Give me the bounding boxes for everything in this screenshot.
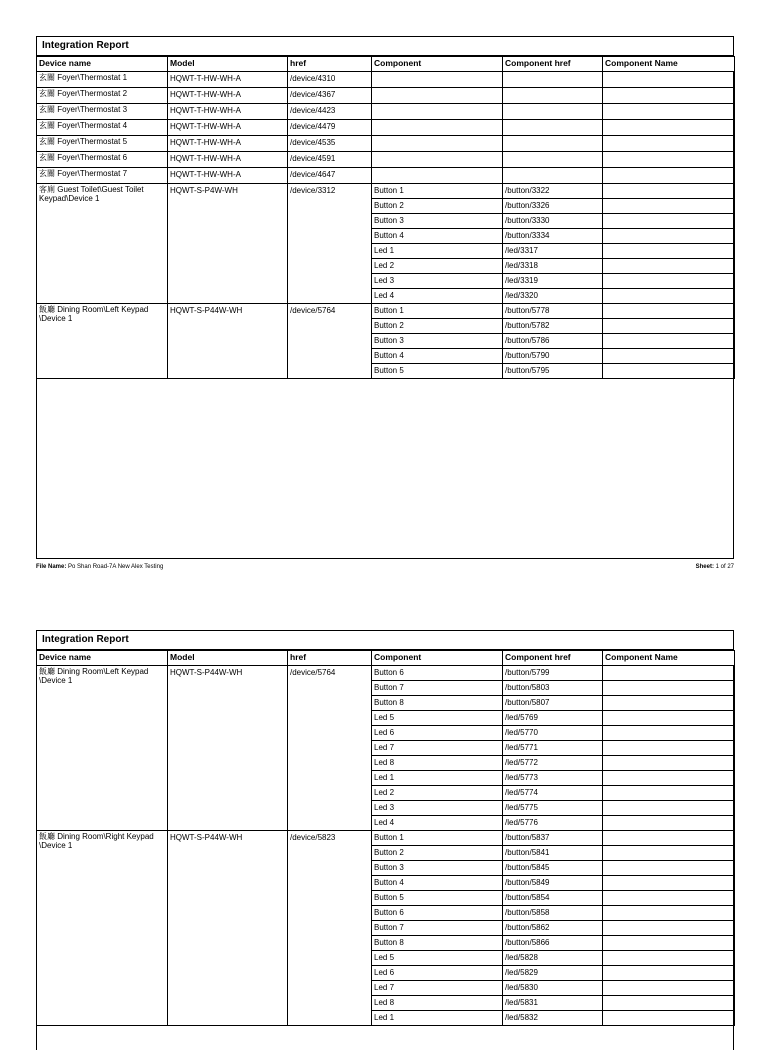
component-name-cell — [603, 88, 735, 104]
model-cell: HQWT-T-HW-WH-A — [168, 168, 288, 184]
component-href-cell — [503, 168, 603, 184]
report-title: Integration Report — [37, 631, 733, 650]
column-header-component-href: Component href — [503, 57, 603, 72]
table-row — [37, 831, 735, 846]
component-href-cell — [503, 136, 603, 152]
component-href-cell: /button/3330 — [503, 214, 603, 229]
component-href-cell: /led/5771 — [503, 741, 603, 756]
table-row — [37, 136, 735, 152]
component-cell: Button 8 — [372, 936, 503, 951]
component-cell: Button 3 — [372, 861, 503, 876]
component-href-cell: /button/5862 — [503, 921, 603, 936]
component-name-cell — [603, 681, 735, 696]
component-name-cell — [603, 274, 735, 289]
column-header-component-href: Component href — [503, 651, 603, 666]
component-cell: Button 5 — [372, 364, 503, 379]
component-cell: Button 4 — [372, 349, 503, 364]
component-name-cell — [603, 981, 735, 996]
component-cell: Led 7 — [372, 741, 503, 756]
device-name-cell: 玄關 Foyer\Thermostat 2 — [37, 88, 168, 104]
component-cell: Led 8 — [372, 996, 503, 1011]
column-header-component: Component — [372, 651, 503, 666]
model-cell: HQWT-S-P44W-WH — [168, 304, 288, 379]
component-cell: Button 6 — [372, 666, 503, 681]
component-href-cell: /led/5830 — [503, 981, 603, 996]
device-name-cell: 客廁 Guest Toilet\Guest Toilet Keypad\Device 1 — [37, 184, 168, 304]
component-cell: Led 8 — [372, 756, 503, 771]
component-name-cell — [603, 801, 735, 816]
component-href-cell — [503, 88, 603, 104]
component-cell — [372, 88, 503, 104]
model-cell: HQWT-T-HW-WH-A — [168, 120, 288, 136]
component-cell: Button 1 — [372, 831, 503, 846]
component-href-cell: /led/5832 — [503, 1011, 603, 1026]
device-href-cell: /device/4367 — [288, 88, 372, 104]
column-header-href: href — [288, 57, 372, 72]
table-row — [37, 120, 735, 136]
component-cell: Button 6 — [372, 906, 503, 921]
component-href-cell: /led/5829 — [503, 966, 603, 981]
component-href-cell — [503, 120, 603, 136]
device-href-cell: /device/4479 — [288, 120, 372, 136]
component-href-cell: /button/5782 — [503, 319, 603, 334]
component-cell: Button 1 — [372, 304, 503, 319]
component-href-cell: /led/5774 — [503, 786, 603, 801]
component-cell: Led 2 — [372, 259, 503, 274]
component-name-cell — [603, 120, 735, 136]
device-href-cell: /device/4591 — [288, 152, 372, 168]
component-href-cell: /button/5858 — [503, 906, 603, 921]
component-href-cell: /button/5841 — [503, 846, 603, 861]
component-href-cell: /button/5837 — [503, 831, 603, 846]
component-name-cell — [603, 741, 735, 756]
component-cell: Led 3 — [372, 801, 503, 816]
component-href-cell: /button/5778 — [503, 304, 603, 319]
sheet-value: 1 of 27 — [715, 564, 734, 570]
component-name-cell — [603, 184, 735, 199]
component-name-cell — [603, 756, 735, 771]
component-href-cell: /button/5849 — [503, 876, 603, 891]
report-sheet-1 — [36, 36, 734, 559]
table-header-row — [37, 651, 735, 666]
component-href-cell: /button/5807 — [503, 696, 603, 711]
component-name-cell — [603, 334, 735, 349]
component-name-cell — [603, 72, 735, 88]
component-name-cell — [603, 152, 735, 168]
table-row — [37, 72, 735, 88]
column-header-device-name: Device name — [37, 651, 168, 666]
component-href-cell: /led/3318 — [503, 259, 603, 274]
component-name-cell — [603, 861, 735, 876]
table-row — [37, 666, 735, 681]
component-cell: Led 3 — [372, 274, 503, 289]
component-cell: Button 7 — [372, 681, 503, 696]
component-cell — [372, 104, 503, 120]
table-row — [37, 104, 735, 120]
component-name-cell — [603, 136, 735, 152]
component-cell — [372, 136, 503, 152]
model-cell: HQWT-T-HW-WH-A — [168, 152, 288, 168]
component-name-cell — [603, 1011, 735, 1026]
component-href-cell — [503, 72, 603, 88]
component-cell: Button 3 — [372, 334, 503, 349]
component-name-cell — [603, 229, 735, 244]
component-cell: Led 1 — [372, 244, 503, 259]
file-name-label: File Name: — [36, 564, 67, 570]
device-name-cell: 飯廳 Dining Room\Left Keypad \Device 1 — [37, 304, 168, 379]
model-cell: HQWT-T-HW-WH-A — [168, 104, 288, 120]
component-cell: Button 1 — [372, 184, 503, 199]
column-header-model: Model — [168, 651, 288, 666]
component-name-cell — [603, 289, 735, 304]
file-name-value: Po Shan Road-7A New Alex Testing — [68, 564, 164, 570]
component-name-cell — [603, 996, 735, 1011]
component-href-cell: /button/5854 — [503, 891, 603, 906]
component-cell: Led 4 — [372, 289, 503, 304]
component-cell — [372, 168, 503, 184]
component-href-cell: /led/3319 — [503, 274, 603, 289]
table-row — [37, 184, 735, 199]
component-href-cell: /button/3322 — [503, 184, 603, 199]
component-href-cell: /button/3334 — [503, 229, 603, 244]
component-cell: Button 5 — [372, 891, 503, 906]
device-name-cell: 玄關 Foyer\Thermostat 6 — [37, 152, 168, 168]
model-cell: HQWT-S-P44W-WH — [168, 831, 288, 1026]
component-cell — [372, 72, 503, 88]
component-name-cell — [603, 244, 735, 259]
component-href-cell: /button/5795 — [503, 364, 603, 379]
table-header-row — [37, 57, 735, 72]
component-name-cell — [603, 771, 735, 786]
component-href-cell: /button/5845 — [503, 861, 603, 876]
device-href-cell: /device/4310 — [288, 72, 372, 88]
column-header-href: href — [288, 651, 372, 666]
component-name-cell — [603, 846, 735, 861]
component-name-cell — [603, 349, 735, 364]
integration-table — [36, 56, 735, 379]
component-href-cell — [503, 152, 603, 168]
component-name-cell — [603, 214, 735, 229]
component-cell: Button 4 — [372, 876, 503, 891]
component-name-cell — [603, 936, 735, 951]
component-name-cell — [603, 104, 735, 120]
component-cell: Button 3 — [372, 214, 503, 229]
component-href-cell: /led/3320 — [503, 289, 603, 304]
component-href-cell: /led/5770 — [503, 726, 603, 741]
component-name-cell — [603, 199, 735, 214]
device-name-cell: 飯廳 Dining Room\Left Keypad \Device 1 — [37, 666, 168, 831]
component-name-cell — [603, 831, 735, 846]
component-href-cell: /button/5803 — [503, 681, 603, 696]
component-name-cell — [603, 816, 735, 831]
component-href-cell: /led/3317 — [503, 244, 603, 259]
model-cell: HQWT-T-HW-WH-A — [168, 72, 288, 88]
component-cell: Led 2 — [372, 786, 503, 801]
column-header-device-name: Device name — [37, 57, 168, 72]
component-cell: Button 7 — [372, 921, 503, 936]
component-name-cell — [603, 786, 735, 801]
component-href-cell: /led/5776 — [503, 816, 603, 831]
component-name-cell — [603, 921, 735, 936]
component-cell: Led 6 — [372, 966, 503, 981]
component-href-cell: /button/5786 — [503, 334, 603, 349]
component-cell: Button 2 — [372, 199, 503, 214]
component-href-cell: /led/5775 — [503, 801, 603, 816]
component-cell: Led 1 — [372, 771, 503, 786]
integration-table — [36, 650, 735, 1026]
component-cell: Led 7 — [372, 981, 503, 996]
component-cell: Led 4 — [372, 816, 503, 831]
component-cell — [372, 152, 503, 168]
device-href-cell: /device/4647 — [288, 168, 372, 184]
component-name-cell — [603, 364, 735, 379]
model-cell: HQWT-S-P44W-WH — [168, 666, 288, 831]
column-header-component-name: Component Name — [603, 651, 735, 666]
component-name-cell — [603, 891, 735, 906]
file-name-footer — [36, 564, 163, 570]
device-href-cell: /device/5764 — [288, 666, 372, 831]
column-header-component: Component — [372, 57, 503, 72]
sheet-number-footer — [696, 564, 734, 570]
component-name-cell — [603, 666, 735, 681]
component-href-cell: /led/5773 — [503, 771, 603, 786]
component-cell: Led 6 — [372, 726, 503, 741]
device-href-cell: /device/4535 — [288, 136, 372, 152]
component-href-cell: /button/5866 — [503, 936, 603, 951]
component-cell: Led 5 — [372, 951, 503, 966]
device-name-cell: 飯廳 Dining Room\Right Keypad \Device 1 — [37, 831, 168, 1026]
device-name-cell: 玄關 Foyer\Thermostat 5 — [37, 136, 168, 152]
sheet-label: Sheet: — [695, 564, 714, 570]
device-name-cell: 玄關 Foyer\Thermostat 7 — [37, 168, 168, 184]
component-href-cell — [503, 104, 603, 120]
component-href-cell: /led/5772 — [503, 756, 603, 771]
component-cell — [372, 120, 503, 136]
component-href-cell: /button/5799 — [503, 666, 603, 681]
component-href-cell: /button/3326 — [503, 199, 603, 214]
table-row — [37, 168, 735, 184]
component-href-cell: /led/5828 — [503, 951, 603, 966]
component-href-cell: /button/5790 — [503, 349, 603, 364]
component-name-cell — [603, 876, 735, 891]
table-row — [37, 304, 735, 319]
model-cell: HQWT-T-HW-WH-A — [168, 136, 288, 152]
model-cell: HQWT-S-P4W-WH — [168, 184, 288, 304]
component-name-cell — [603, 319, 735, 334]
column-header-model: Model — [168, 57, 288, 72]
component-name-cell — [603, 711, 735, 726]
component-name-cell — [603, 726, 735, 741]
component-name-cell — [603, 906, 735, 921]
component-name-cell — [603, 951, 735, 966]
component-name-cell — [603, 304, 735, 319]
device-name-cell: 玄關 Foyer\Thermostat 3 — [37, 104, 168, 120]
component-href-cell: /led/5769 — [503, 711, 603, 726]
report-sheet-2 — [36, 630, 734, 1050]
report-title: Integration Report — [37, 37, 733, 56]
column-header-component-name: Component Name — [603, 57, 735, 72]
component-cell: Button 4 — [372, 229, 503, 244]
component-href-cell: /led/5831 — [503, 996, 603, 1011]
device-href-cell: /device/5823 — [288, 831, 372, 1026]
component-name-cell — [603, 966, 735, 981]
device-href-cell: /device/5764 — [288, 304, 372, 379]
component-name-cell — [603, 168, 735, 184]
table-row — [37, 88, 735, 104]
component-cell: Button 2 — [372, 846, 503, 861]
component-cell: Button 2 — [372, 319, 503, 334]
model-cell: HQWT-T-HW-WH-A — [168, 88, 288, 104]
table-row — [37, 152, 735, 168]
device-href-cell: /device/3312 — [288, 184, 372, 304]
device-name-cell: 玄關 Foyer\Thermostat 1 — [37, 72, 168, 88]
component-cell: Led 1 — [372, 1011, 503, 1026]
component-cell: Led 5 — [372, 711, 503, 726]
device-name-cell: 玄關 Foyer\Thermostat 4 — [37, 120, 168, 136]
component-name-cell — [603, 259, 735, 274]
component-cell: Button 8 — [372, 696, 503, 711]
component-name-cell — [603, 696, 735, 711]
device-href-cell: /device/4423 — [288, 104, 372, 120]
